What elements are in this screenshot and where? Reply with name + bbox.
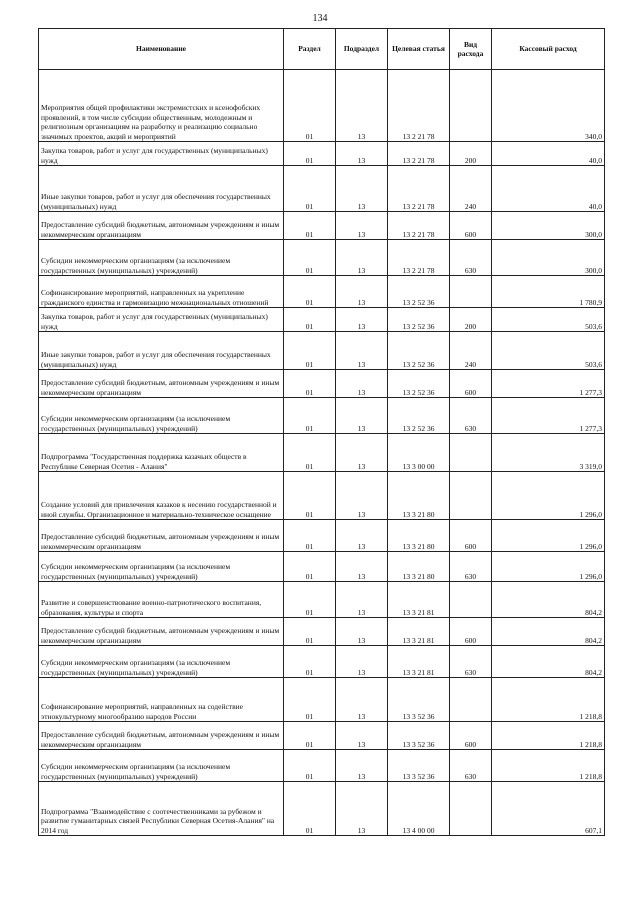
cell-name: Подпрограмма "Взаимодействие с соотечественниками за рубежом и развитие гуманитарных связей Республики Северная Осетия-Алания" на 2014 год: [39, 782, 284, 836]
cell-target-article: 13 2 21 78: [388, 166, 450, 212]
cell-expense-type: 200: [450, 308, 492, 332]
table-row: [39, 434, 605, 472]
cell-expense-type: [450, 472, 492, 520]
cell-section: 01: [284, 240, 336, 276]
cell-expense-type: 240: [450, 166, 492, 212]
cell-subsection: 13: [336, 142, 388, 166]
cell-name: Субсидии некоммерческим организациям (за исключением государственных (муниципальных) учреждений): [39, 552, 284, 582]
cell-section: 01: [284, 276, 336, 308]
cell-target-article: 13 3 21 81: [388, 618, 450, 646]
table-row: [39, 618, 605, 646]
cell-expense-type: 600: [450, 722, 492, 750]
cell-cash-expense: 300,0: [492, 212, 605, 240]
table-row: [39, 166, 605, 212]
header-section: Раздел: [284, 29, 336, 70]
table-row: [39, 308, 605, 332]
cell-subsection: 13: [336, 722, 388, 750]
cell-target-article: 13 2 52 36: [388, 370, 450, 398]
cell-subsection: 13: [336, 472, 388, 520]
table-row: [39, 276, 605, 308]
header-cash-expense: Кассовый расход: [492, 29, 605, 70]
cell-section: 01: [284, 472, 336, 520]
cell-cash-expense: 1 780,9: [492, 276, 605, 308]
cell-cash-expense: 503,6: [492, 308, 605, 332]
cell-section: 01: [284, 70, 336, 142]
cell-name: Подпрограмма "Государственная поддержка казачьих обществ в Республике Северная Осетия - Алания": [39, 434, 284, 472]
table-row: [39, 370, 605, 398]
cell-cash-expense: 503,6: [492, 332, 605, 370]
cell-target-article: 13 3 21 80: [388, 520, 450, 552]
cell-cash-expense: 1 218,8: [492, 722, 605, 750]
header-expense-type: Вид расхода: [450, 29, 492, 70]
cell-section: 01: [284, 582, 336, 618]
cell-section: 01: [284, 722, 336, 750]
page-number: 134: [312, 13, 328, 24]
cell-expense-type: 600: [450, 520, 492, 552]
cell-cash-expense: 40,0: [492, 142, 605, 166]
cell-cash-expense: 804,2: [492, 618, 605, 646]
cell-cash-expense: 1 218,8: [492, 678, 605, 722]
cell-subsection: 13: [336, 646, 388, 678]
cell-expense-type: [450, 782, 492, 836]
table-row: [39, 398, 605, 434]
cell-cash-expense: 300,0: [492, 240, 605, 276]
table-row: [39, 70, 605, 142]
cell-section: 01: [284, 618, 336, 646]
cell-expense-type: 630: [450, 552, 492, 582]
cell-name: Закупка товаров, работ и услуг для государственных (муниципальных) нужд: [39, 308, 284, 332]
table-row: [39, 782, 605, 836]
header-row: [39, 29, 605, 70]
cell-subsection: 13: [336, 750, 388, 782]
cell-target-article: 13 3 52 36: [388, 678, 450, 722]
cell-subsection: 13: [336, 434, 388, 472]
cell-subsection: 13: [336, 582, 388, 618]
table-row: [39, 212, 605, 240]
cell-section: 01: [284, 212, 336, 240]
cell-subsection: 13: [336, 166, 388, 212]
cell-name: Развитие и совершенствование военно-патриотического воспитания, образования, культуры и спорта: [39, 582, 284, 618]
cell-target-article: 13 2 52 36: [388, 332, 450, 370]
cell-name: Субсидии некоммерческим организациям (за исключением государственных (муниципальных) учреждений): [39, 240, 284, 276]
cell-name: Субсидии некоммерческим организациям (за исключением государственных (муниципальных) учреждений): [39, 646, 284, 678]
cell-cash-expense: 340,0: [492, 70, 605, 142]
cell-expense-type: 630: [450, 646, 492, 678]
cell-expense-type: 600: [450, 618, 492, 646]
cell-subsection: 13: [336, 70, 388, 142]
cell-subsection: 13: [336, 520, 388, 552]
table-row: [39, 332, 605, 370]
cell-subsection: 13: [336, 618, 388, 646]
cell-cash-expense: 1 277,3: [492, 370, 605, 398]
cell-target-article: 13 2 21 78: [388, 240, 450, 276]
cell-cash-expense: 40,0: [492, 166, 605, 212]
cell-target-article: 13 2 21 78: [388, 70, 450, 142]
table-row: [39, 472, 605, 520]
cell-name: Предоставление субсидий бюджетным, автономным учреждениям и иным некоммерческим организациям: [39, 212, 284, 240]
cell-cash-expense: 607,1: [492, 782, 605, 836]
cell-target-article: 13 3 52 36: [388, 722, 450, 750]
cell-name: Предоставление субсидий бюджетным, автономным учреждениям и иным некоммерческим организациям: [39, 618, 284, 646]
cell-target-article: 13 2 52 36: [388, 398, 450, 434]
cell-expense-type: 200: [450, 142, 492, 166]
table-row: [39, 520, 605, 552]
cell-name: Субсидии некоммерческим организациям (за исключением государственных (муниципальных) учреждений): [39, 398, 284, 434]
cell-subsection: 13: [336, 398, 388, 434]
cell-section: 01: [284, 166, 336, 212]
cell-cash-expense: 804,2: [492, 582, 605, 618]
header-subsection: Подраздел: [336, 29, 388, 70]
cell-section: 01: [284, 370, 336, 398]
cell-expense-type: 600: [450, 212, 492, 240]
cell-subsection: 13: [336, 552, 388, 582]
cell-target-article: 13 2 21 78: [388, 212, 450, 240]
header-name: Наименование: [39, 29, 284, 70]
cell-section: 01: [284, 678, 336, 722]
cell-name: Закупка товаров, работ и услуг для государственных (муниципальных) нужд: [39, 142, 284, 166]
cell-cash-expense: 804,2: [492, 646, 605, 678]
cell-cash-expense: 1 296,0: [492, 472, 605, 520]
cell-expense-type: 630: [450, 398, 492, 434]
cell-name: Предоставление субсидий бюджетным, автономным учреждениям и иным некоммерческим организациям: [39, 520, 284, 552]
table-row: [39, 582, 605, 618]
cell-expense-type: 600: [450, 370, 492, 398]
cell-name: Иные закупки товаров, работ и услуг для обеспечения государственных (муниципальных) нужд: [39, 166, 284, 212]
cell-subsection: 13: [336, 678, 388, 722]
cell-target-article: 13 2 21 78: [388, 142, 450, 166]
cell-target-article: 13 3 21 81: [388, 646, 450, 678]
cell-expense-type: [450, 678, 492, 722]
cell-name: Предоставление субсидий бюджетным, автономным учреждениям и иным некоммерческим организациям: [39, 370, 284, 398]
table-row: [39, 646, 605, 678]
cell-subsection: 13: [336, 308, 388, 332]
cell-section: 01: [284, 750, 336, 782]
cell-target-article: 13 3 52 36: [388, 750, 450, 782]
budget-table: [38, 28, 605, 836]
cell-section: 01: [284, 332, 336, 370]
cell-target-article: 13 2 52 36: [388, 276, 450, 308]
cell-section: 01: [284, 646, 336, 678]
cell-section: 01: [284, 520, 336, 552]
cell-name: Предоставление субсидий бюджетным, автономным учреждениям и иным некоммерческим организациям: [39, 722, 284, 750]
cell-target-article: 13 3 21 80: [388, 552, 450, 582]
cell-expense-type: 240: [450, 332, 492, 370]
table-row: [39, 142, 605, 166]
cell-section: 01: [284, 142, 336, 166]
cell-expense-type: 630: [450, 750, 492, 782]
cell-target-article: 13 3 21 80: [388, 472, 450, 520]
cell-expense-type: [450, 70, 492, 142]
cell-expense-type: [450, 434, 492, 472]
table-row: [39, 240, 605, 276]
header-target-article: Целевая статья: [388, 29, 450, 70]
cell-name: Софинансирование мероприятий, направленных на укрепление гражданского единства и гармонизацию межнациональных отношений: [39, 276, 284, 308]
cell-cash-expense: 1 277,3: [492, 398, 605, 434]
cell-name: Субсидии некоммерческим организациям (за исключением государственных (муниципальных) учреждений): [39, 750, 284, 782]
table-row: [39, 678, 605, 722]
cell-subsection: 13: [336, 370, 388, 398]
cell-subsection: 13: [336, 212, 388, 240]
cell-target-article: 13 4 00 00: [388, 782, 450, 836]
cell-cash-expense: 3 319,0: [492, 434, 605, 472]
cell-cash-expense: 1 218,8: [492, 750, 605, 782]
cell-name: Мероприятия общей профилактики экстремистских и ксенофобских проявлений, в том числе субсидии общественным, молодежным и религиозным организациям на разработку и реализацию социально значимых проектов, акций и мероприятий: [39, 70, 284, 142]
table-row: [39, 552, 605, 582]
cell-name: Иные закупки товаров, работ и услуг для обеспечения государственных (муниципальных) нужд: [39, 332, 284, 370]
cell-target-article: 13 3 21 81: [388, 582, 450, 618]
cell-expense-type: [450, 276, 492, 308]
cell-section: 01: [284, 434, 336, 472]
cell-target-article: 13 3 00 00: [388, 434, 450, 472]
cell-subsection: 13: [336, 332, 388, 370]
cell-expense-type: 630: [450, 240, 492, 276]
cell-name: Создание условий для привлечения казаков к несению государственной и иной службы. Организационное и материально-техническое оснащение: [39, 472, 284, 520]
cell-expense-type: [450, 582, 492, 618]
cell-subsection: 13: [336, 240, 388, 276]
cell-subsection: 13: [336, 782, 388, 836]
table-row: [39, 750, 605, 782]
cell-target-article: 13 2 52 36: [388, 308, 450, 332]
table-row: [39, 722, 605, 750]
cell-section: 01: [284, 398, 336, 434]
cell-section: 01: [284, 552, 336, 582]
cell-cash-expense: 1 296,0: [492, 552, 605, 582]
cell-name: Софинансирование мероприятий, направленных на содействие этнокультурному многообразию народов России: [39, 678, 284, 722]
cell-section: 01: [284, 308, 336, 332]
cell-section: 01: [284, 782, 336, 836]
cell-subsection: 13: [336, 276, 388, 308]
cell-cash-expense: 1 296,0: [492, 520, 605, 552]
